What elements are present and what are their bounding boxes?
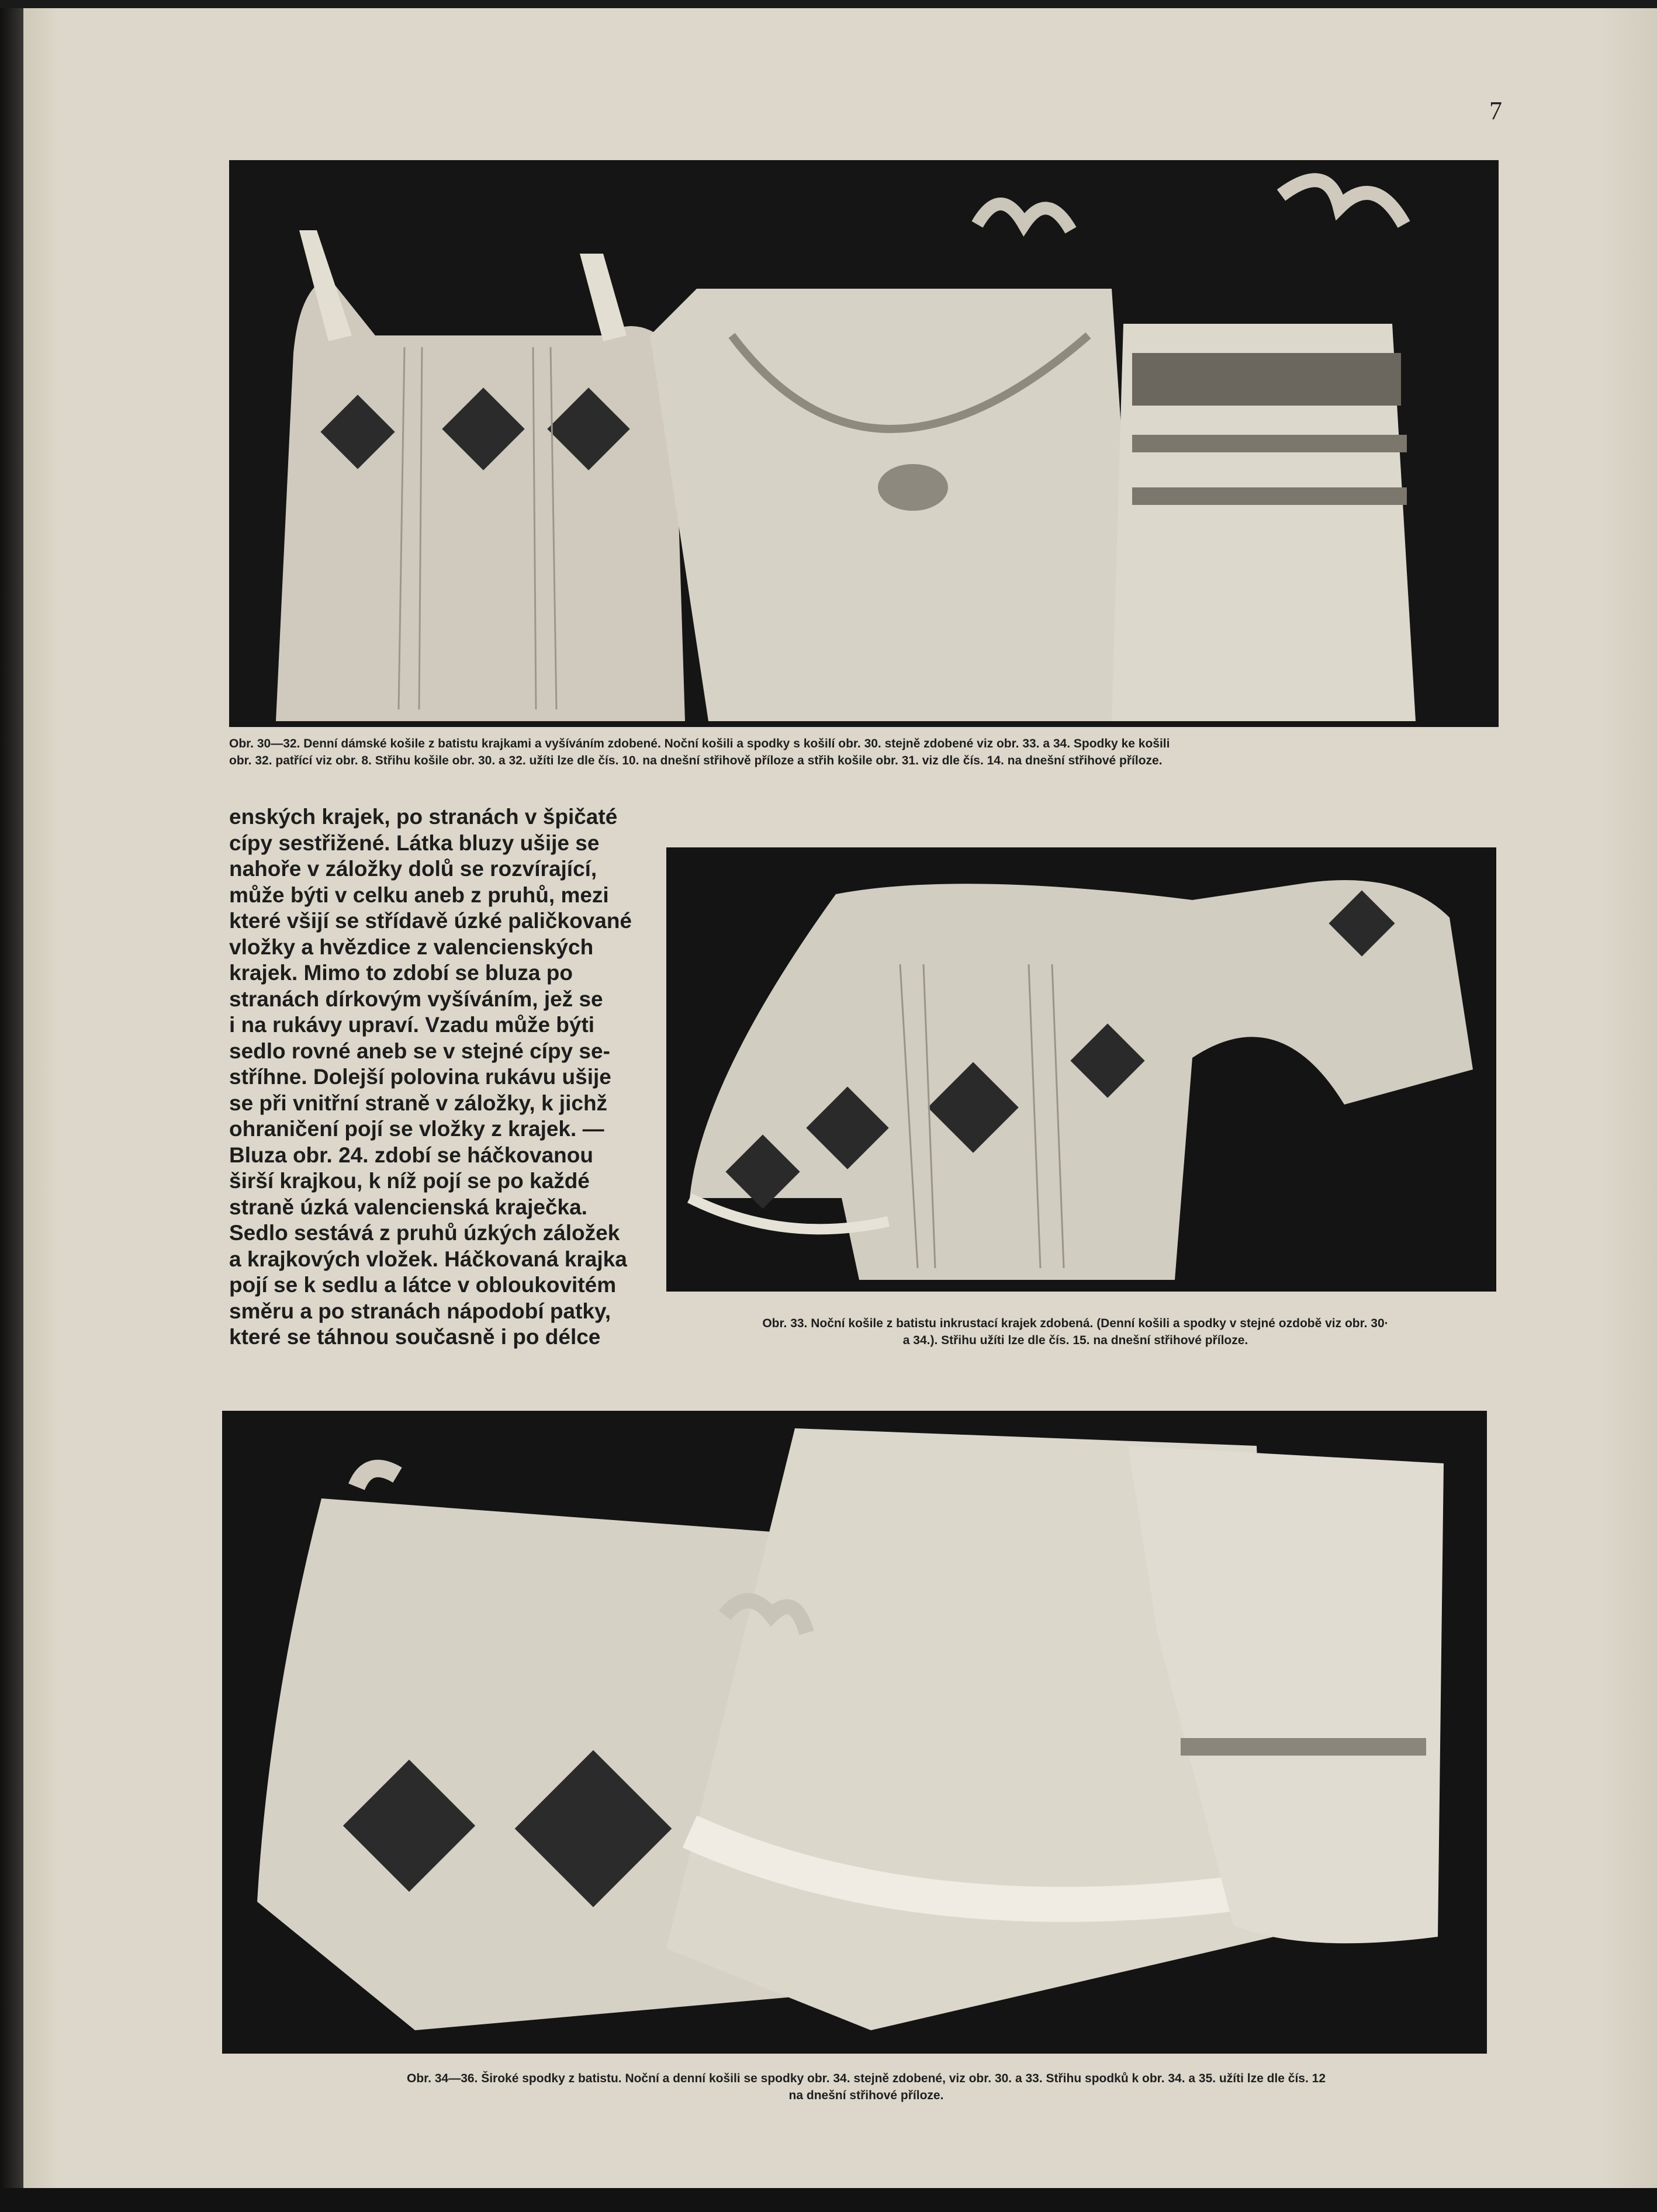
text-line: které všijí se střídavě úzké paličkované — [229, 909, 632, 933]
caption-line: na dnešní střihové příloze. — [788, 2089, 944, 2102]
text-line: se při vnitřní straně v záložky, k jichž — [229, 1091, 608, 1115]
drawers-illustration — [222, 1411, 1487, 2054]
text-line: Sedlo sestává z pruhů úzkých záložek — [229, 1221, 620, 1245]
magazine-page — [23, 8, 1657, 2188]
caption-fig-30-32 — [229, 735, 1515, 769]
photo-chemises-30-32 — [229, 160, 1499, 727]
photo-nightgown-33 — [666, 847, 1496, 1292]
chemises-illustration — [229, 160, 1499, 727]
book-spine-edge — [0, 8, 23, 2188]
text-line: ohraničení pojí se vložky z krajek. — — [229, 1117, 604, 1141]
page-number: 7 — [1489, 96, 1502, 125]
nightgown-illustration — [666, 847, 1496, 1292]
photo-drawers-34-36 — [222, 1411, 1487, 2054]
caption-line: a 34.). Střihu užíti lze dle čís. 15. na dnešní střihové příloze. — [902, 1334, 1248, 1347]
text-line: straně úzká valencienská kraječka. — [229, 1195, 587, 1219]
text-line: které se táhnou současně i po délce — [229, 1325, 601, 1349]
caption-line: Obr. 34—36. Široké spodky z batistu. Noční a denní košili se spodky obr. 34. stejně zdobené, viz obr. 30. a 33. Střihu spodků k obr. 34. a 35. užíti lze dle čís. 12 — [406, 2072, 1326, 2085]
text-line: širší krajkou, k níž pojí se po každé — [229, 1169, 590, 1193]
caption-line: obr. 32. patřící viz obr. 8. Střihu košile obr. 30. a 32. užíti lze dle čís. 10. na dnešní střihově příloze a střih košile obr. 31. viz dle čís. 14. na dnešní střihové příloze. — [229, 754, 1163, 767]
text-line: cípy sestřižené. Látka bluzy ušije se — [229, 830, 600, 855]
text-line: směru a po stranách nápodobí patky, — [229, 1299, 611, 1323]
caption-fig-33 — [643, 1315, 1508, 1349]
text-line: krajek. Mimo to zdobí se bluza po — [229, 961, 573, 985]
caption-fig-34-36 — [229, 2070, 1503, 2104]
chemise-30 — [276, 277, 685, 721]
text-line: enských krajek, po stranách v špičaté — [229, 805, 618, 829]
caption-line: Obr. 30—32. Denní dámské košile z batistu krajkami a vyšíváním zdobené. Noční košili a spodky s košilí obr. 30. stejně zdobené viz obr. 33. a 34. Spodky ke košili — [229, 737, 1170, 750]
text-line: stříhne. Dolejší polovina rukávu ušije — [229, 1065, 611, 1089]
scan-bottom-edge — [0, 2188, 1657, 2212]
text-line: stranách dírkovým vyšíváním, jež se — [229, 986, 603, 1011]
text-line: pojí se k sedlu a látce v obloukovitém — [229, 1273, 617, 1297]
text-line: a krajkových vložek. Háčkovaná krajka — [229, 1247, 627, 1271]
text-line: Bluza obr. 24. zdobí se háčkovanou — [229, 1143, 593, 1167]
text-line: vložky a hvězdice z valencienských — [229, 934, 594, 959]
text-line: sedlo rovné aneb se v stejné cípy se- — [229, 1039, 610, 1063]
text-line: nahoře v záložky dolů se rozvírající, — [229, 857, 597, 881]
text-line: může býti v celku aneb z pruhů, mezi — [229, 882, 609, 907]
article-text-column — [229, 804, 662, 1351]
text-line: i na rukávy upraví. Vzadu může býti — [229, 1013, 595, 1037]
caption-line: Obr. 33. Noční košile z batistu inkrustací krajek zdobená. (Denní košili a spodky v stejné ozdobě viz obr. 30· — [762, 1317, 1389, 1330]
